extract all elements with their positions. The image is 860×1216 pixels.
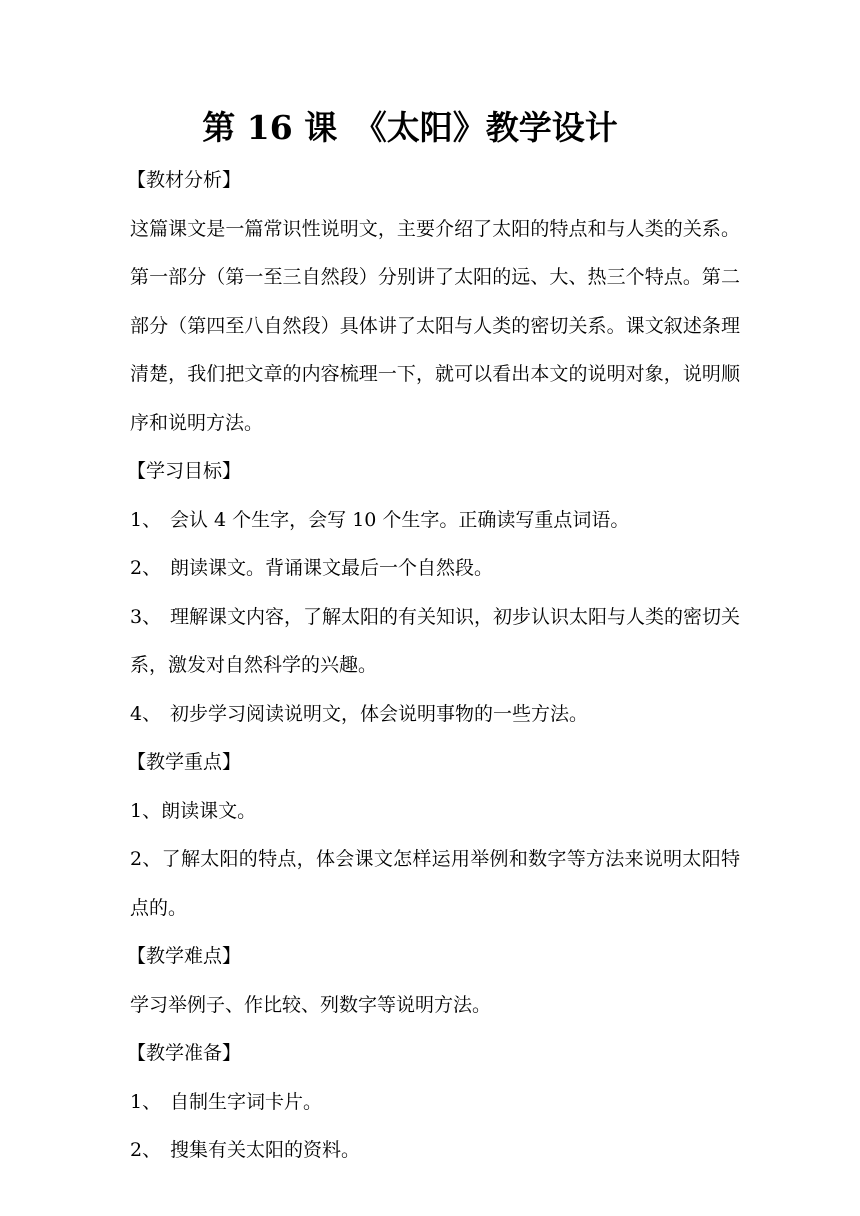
goal-item-text: 初步学习阅读说明文，体会说明事物的一些方法。 [170,702,589,725]
key-point-item-1: 1、朗读课文。 [130,799,257,822]
goal-item-3 [130,593,740,690]
section-heading-difficulties: 【教学难点】 [127,945,242,967]
preparation-item-2 [130,1126,740,1175]
section-heading-key-points: 【教学重点】 [127,751,242,773]
goal-item-number: 3、 [130,605,162,628]
preparation-item-text: 自制生字词卡片。 [170,1090,323,1113]
preparation-item-text: 搜集有关太阳的资料。 [170,1139,361,1161]
goal-item-1 [130,496,740,545]
page-title: 第 16 课 《太阳》教学设计 [202,108,618,147]
goal-item-text: 朗读课文。背诵课文最后一个自然段。 [170,557,494,579]
goal-item-2 [130,544,740,593]
goal-item-4 [130,690,740,739]
analysis-paragraph: 这篇课文是一篇常识性说明文，主要介绍了太阳的特点和与人类的关系。第一部分（第一至三自然段）分别讲了太阳的远、大、热三个特点。第二部分（第四至八自然段）具体讲了太阳与人类的密切关系。课文叙述条理清楚，我们把文章的内容梳理一下，就可以看出本文的说明对象，说明顺序和说明方法。 [130,217,740,434]
goal-item-text: 会认 4 个生字，会写 10 个生字。正确读写重点词语。 [170,508,630,531]
goal-item-number: 2、 [130,557,162,579]
section-heading-preparation: 【教学准备】 [127,1042,242,1064]
preparation-item-1 [130,1078,740,1127]
section-heading-goals: 【学习目标】 [127,460,242,482]
goal-item-number: 1、 [130,508,162,531]
section-heading-analysis: 【教材分析】 [127,169,242,191]
goal-item-text: 理解课文内容，了解太阳的有关知识，初步认识太阳与人类的密切关系，激发对自然科学的兴趣。 [130,605,741,676]
key-point-item-2: 2、了解太阳的特点，体会课文怎样运用举例和数字等方法来说明太阳特点的。 [130,848,740,919]
goal-item-number: 4、 [130,702,162,725]
difficulties-paragraph: 学习举例子、作比较、列数字等说明方法。 [130,993,492,1016]
preparation-item-number: 2、 [130,1139,162,1161]
document-body [127,156,741,1175]
preparation-item-number: 1、 [130,1090,162,1113]
